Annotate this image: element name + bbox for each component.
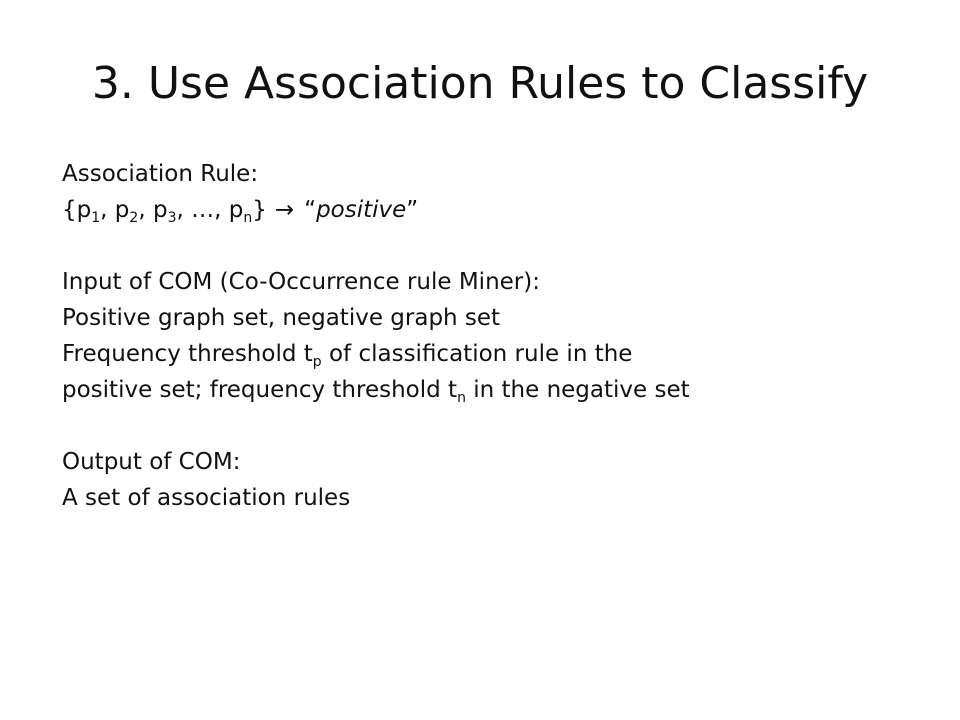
slide-body [62, 156, 922, 516]
output-line: A set of association rules [62, 485, 351, 511]
quote-close: ” [406, 197, 419, 223]
rule-item: $p_2$ [114, 197, 139, 226]
rule-expression: {$p_1$, $p_2$, $p_3$, …, $p_n$} → “positive” [62, 192, 922, 228]
rule-open-brace: { [62, 197, 77, 223]
rule-heading: Association Rule: [62, 161, 259, 187]
rule-item: $p_n$ [228, 197, 253, 226]
rule-item: … [191, 197, 215, 223]
quote-open: “ [304, 197, 317, 223]
input-heading: Input of COM (Co-Occurrence rule Miner): [62, 269, 540, 295]
rule-close-brace: } [252, 197, 267, 223]
input-line-negative-threshold: positive set; frequency threshold $t_n$ in the negative set [62, 377, 690, 406]
rule-item: $p_3$ [152, 197, 177, 226]
right-arrow-icon: → [274, 197, 295, 223]
slide-title: 3. Use Association Rules to Classify [91, 58, 869, 109]
rule-item: $p_1$ [76, 197, 101, 226]
input-line-positive-threshold: Frequency threshold $t_p$ of classification rule in the [62, 341, 633, 370]
spacer [62, 228, 922, 264]
spacer [62, 408, 922, 444]
rule-result: positive [316, 197, 407, 223]
output-heading: Output of COM: [62, 449, 241, 475]
input-line-graph-sets: Positive graph set, negative graph set [62, 305, 501, 331]
